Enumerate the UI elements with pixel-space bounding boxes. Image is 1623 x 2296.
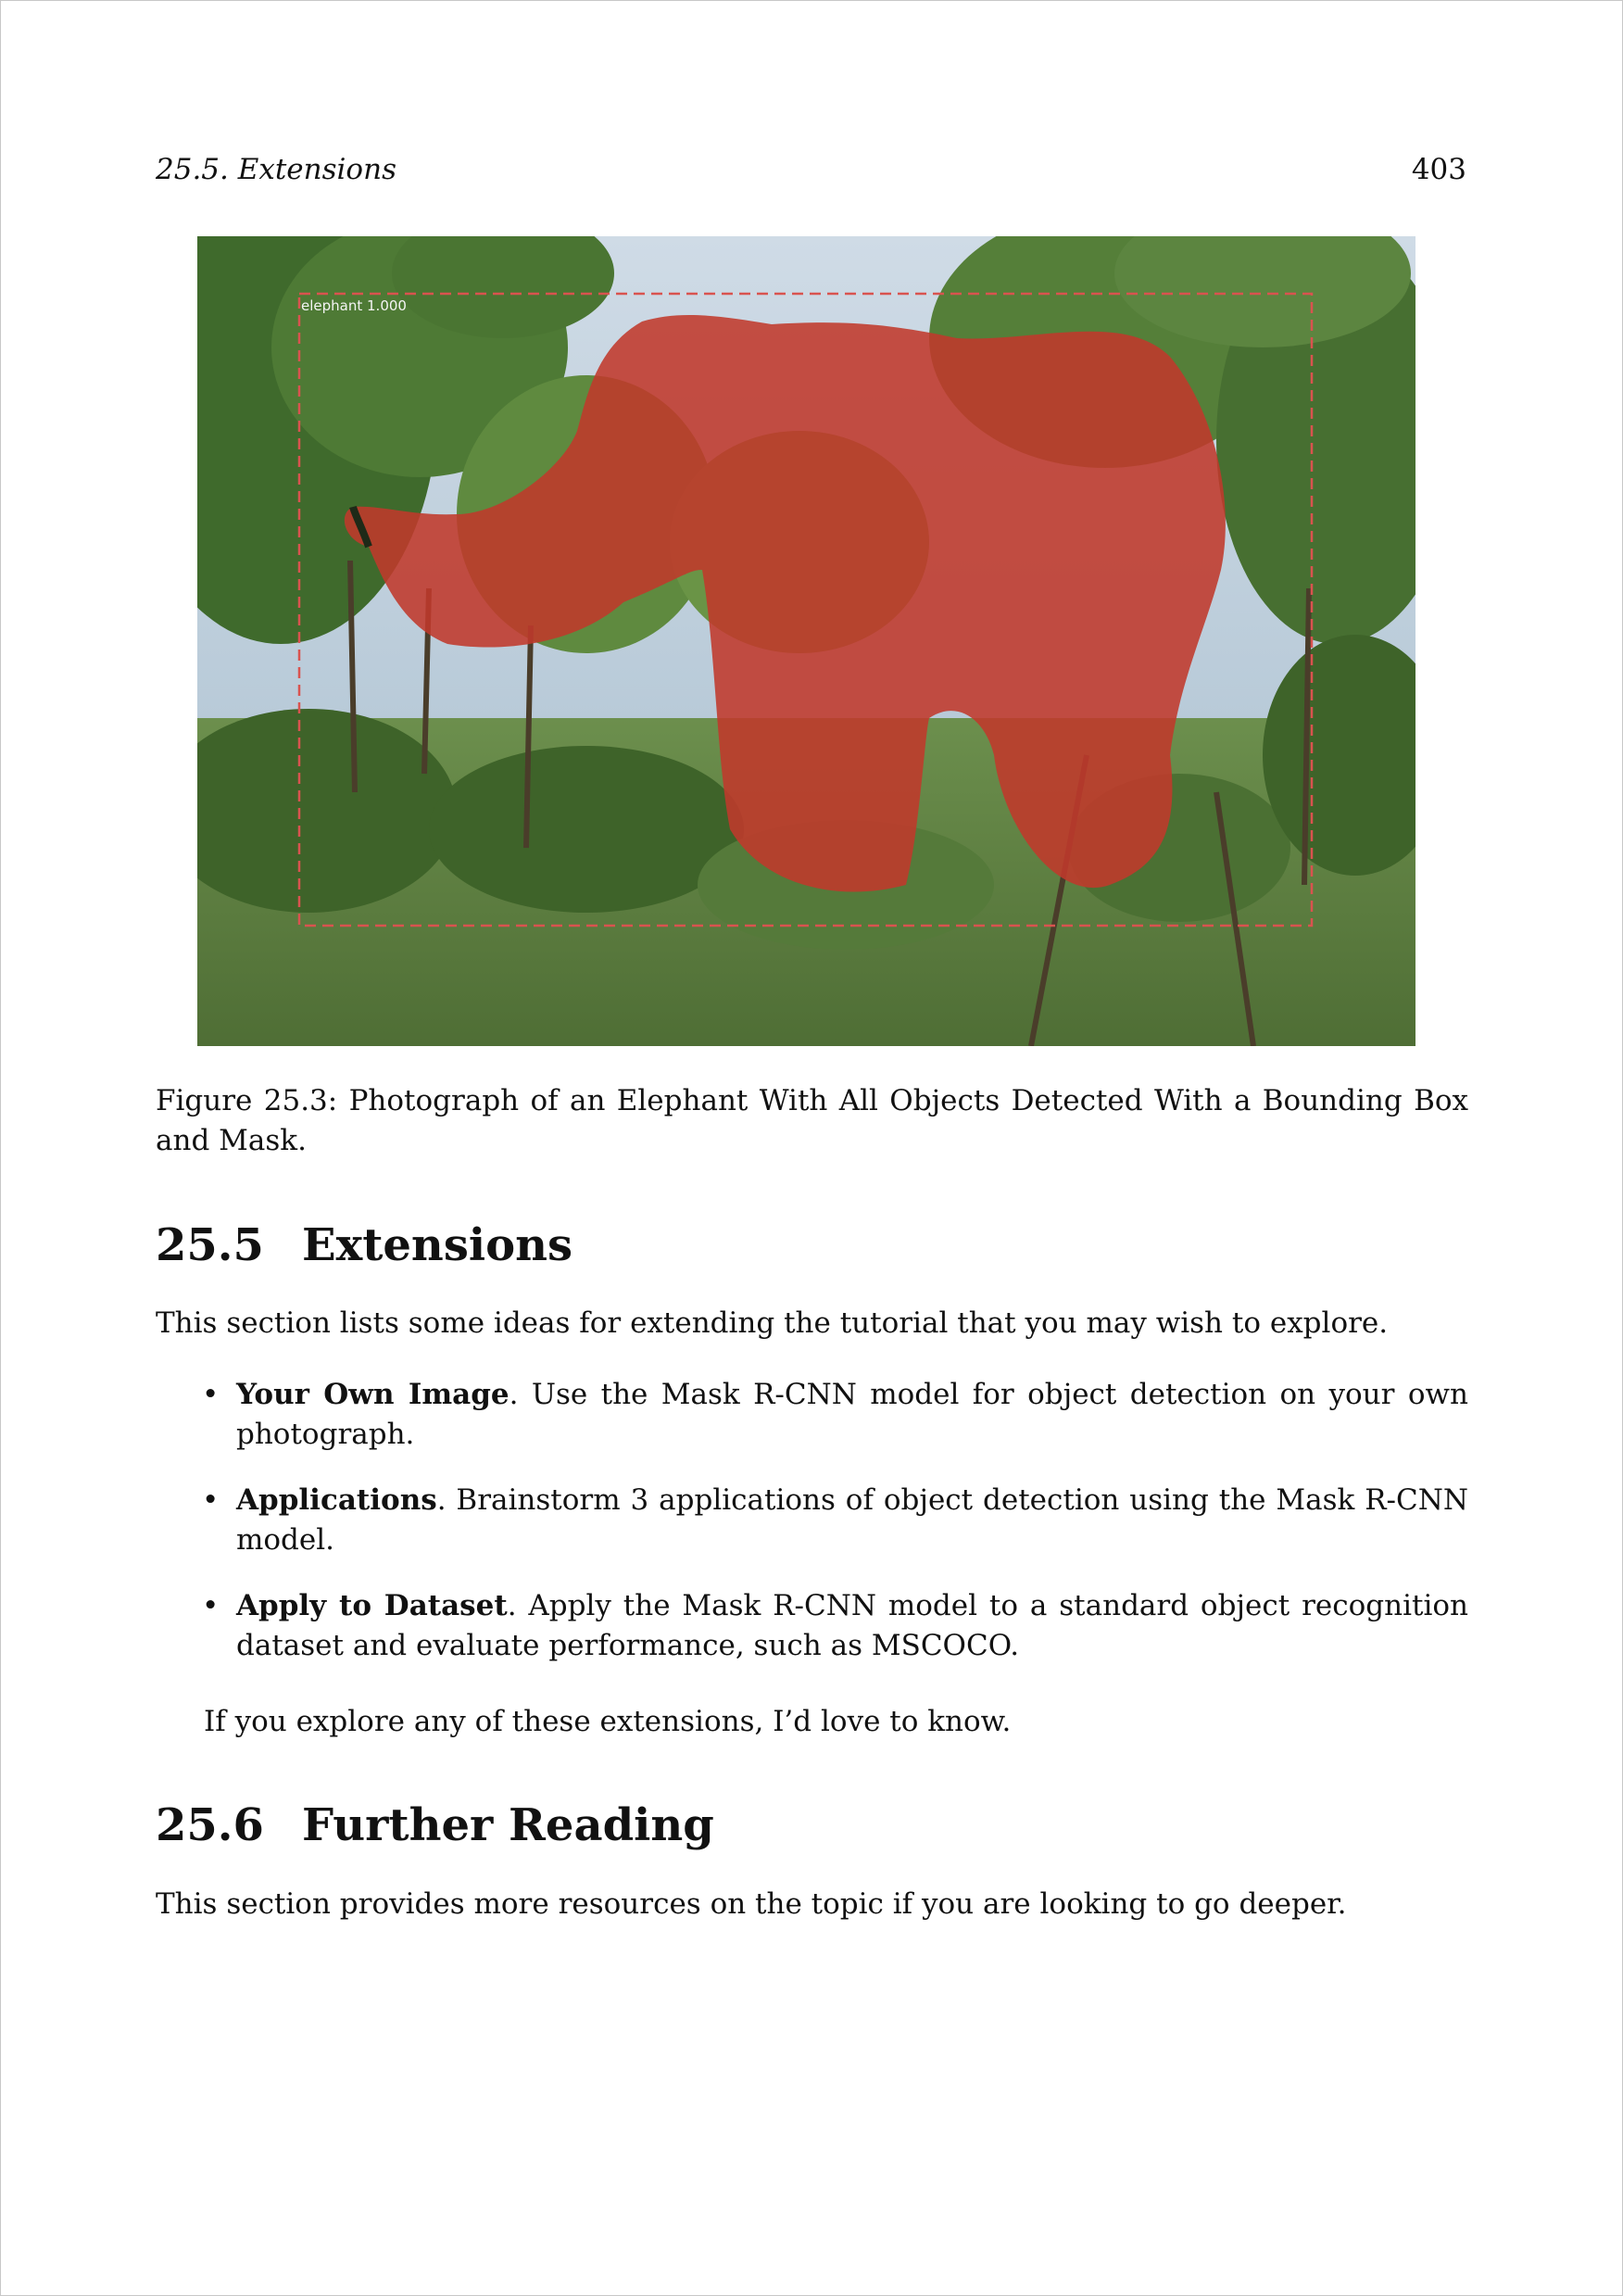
- list-item: [156, 1586, 1468, 1666]
- list-item-term: Applications: [236, 1483, 437, 1517]
- figure-caption: Figure 25.3: Photograph of an Elephant With All Objects Detected With a Bounding Box and Mask.: [156, 1084, 1468, 1157]
- bullet-icon: •: [202, 1589, 220, 1622]
- section-intro: This section lists some ideas for extending the tutorial that you may wish to explore.: [156, 1306, 1389, 1340]
- bullet-icon: •: [202, 1483, 220, 1517]
- elephant-detection-image: [197, 236, 1415, 1046]
- section-number: 25.6: [156, 1799, 264, 1851]
- list-item-term: Your Own Image: [236, 1378, 510, 1411]
- page-number: 403: [1411, 153, 1466, 186]
- section-number: 25.5: [156, 1219, 264, 1271]
- section-intro: This section provides more resources on the topic if you are looking to go deeper.: [156, 1887, 1347, 1921]
- list-item-text: . Use the Mask R-CNN model for object detection on your own photograph.: [236, 1378, 1468, 1451]
- running-header: [156, 151, 1466, 188]
- section-heading-extensions: [156, 1217, 572, 1273]
- elephant-photograph: [197, 236, 1415, 1046]
- section-outro: If you explore any of these extensions, I’d love to know.: [204, 1705, 1012, 1738]
- section-title: Extensions: [302, 1219, 573, 1271]
- list-item-text: . Apply the Mask R-CNN model to a standard object recognition dataset and evaluate performance, such as MSCOCO.: [236, 1589, 1468, 1662]
- header-section-title: 25.5. Extensions: [156, 153, 396, 186]
- list-item: [156, 1375, 1468, 1455]
- section-heading-further-reading: [156, 1798, 714, 1853]
- bullet-icon: •: [202, 1378, 220, 1411]
- extensions-list: [156, 1375, 1468, 1692]
- detection-label: elephant 1.000: [301, 297, 407, 314]
- section-title: Further Reading: [302, 1799, 714, 1851]
- list-item-term: Apply to Dataset: [236, 1589, 508, 1622]
- list-item-text: . Brainstorm 3 applications of object detection using the Mask R-CNN model.: [236, 1483, 1468, 1557]
- list-item: [156, 1481, 1468, 1560]
